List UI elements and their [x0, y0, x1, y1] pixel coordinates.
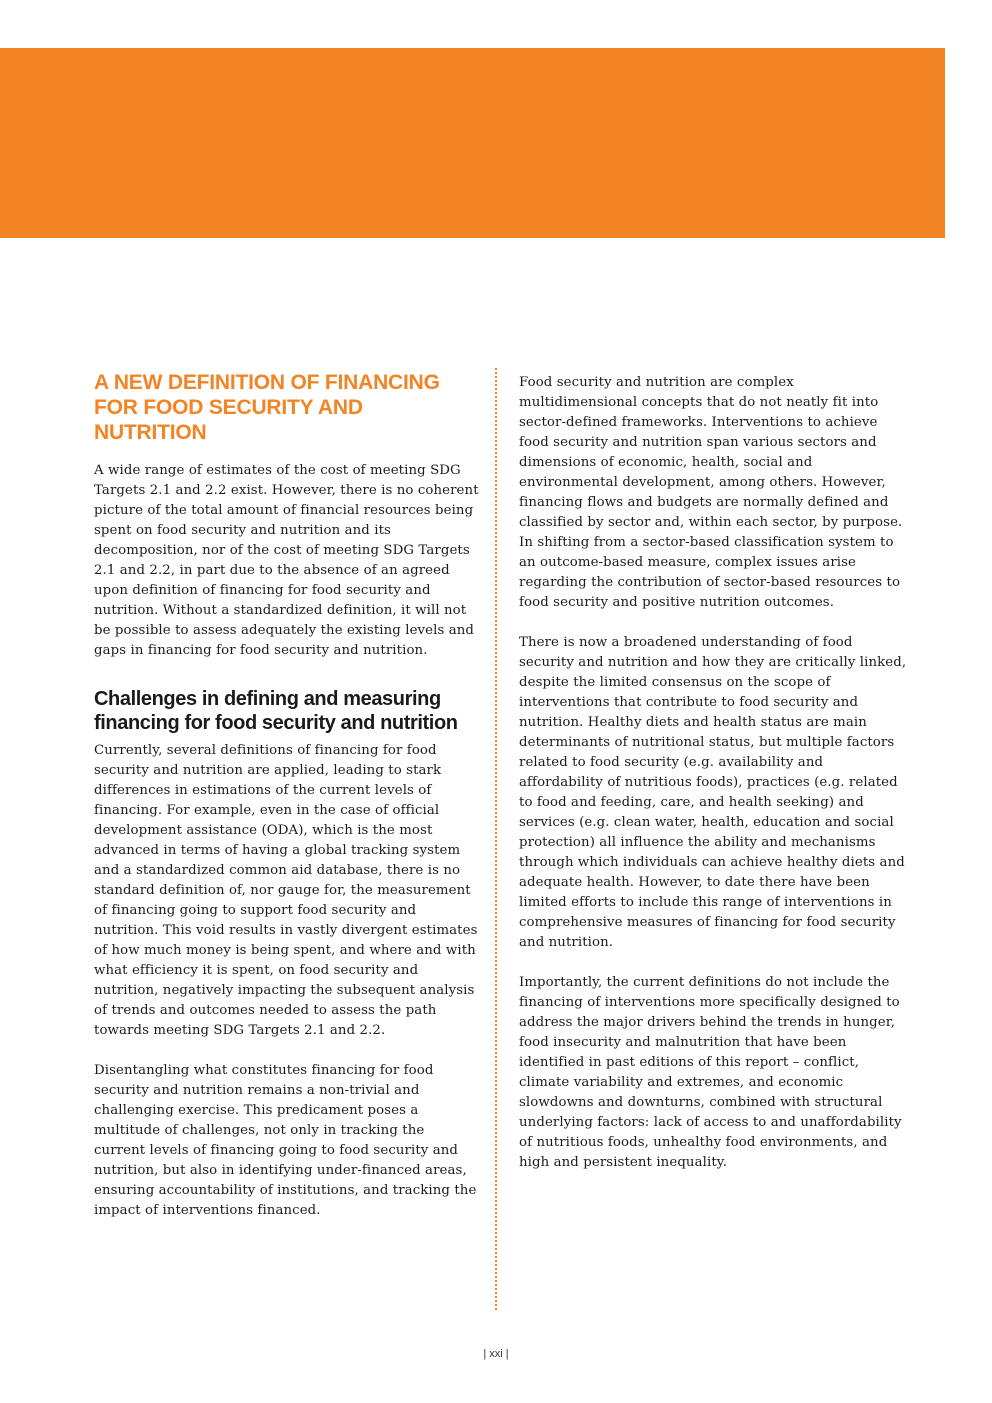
header-banner — [0, 48, 945, 238]
paragraph: Currently, several definitions of financing for food security and nutrition are applied, leading to stark differences in estimations of the current levels of financing. For example, even in the case of official development assistance (ODA), which is the most advanced in terms of having a global tracking system and a standardized common aid database, there is no standard definition of, nor gauge for, the measurement of financing going to support food security and nutrition. This void results in vastly divergent estimates of how much money is being spent, and where and with what efficiency it is spent, on food security and nutrition, negatively impacting the subsequent analysis of trends and outcomes needed to assess the path towards meeting SDG Targets 2.1 and 2.2. — [94, 743, 478, 1038]
paragraph: A wide range of estimates of the cost of meeting SDG Targets 2.1 and 2.2 exist. However, there is no coherent picture of the total amount of financial resources being spent on food security and nutrition and its decomposition, nor of the cost of meeting SDG Targets 2.1 and 2.2, in part due to the absence of an agreed upon definition of financing for food security and nutrition. Without a standardized definition, it will not be possible to assess adequately the existing levels and gaps in financing for food security and nutrition. — [94, 463, 479, 658]
subsection-heading: Challenges in defining and measuring financing for food security and nutrition — [94, 688, 458, 734]
left-column — [94, 370, 479, 1241]
column-divider — [495, 368, 497, 1310]
paragraph: Importantly, the current definitions do not include the financing of interventions more specifically designed to address the major drivers behind the trends in hunger, food insecurity and malnutrition that have been identified in past editions of this report – conflict, climate variability and extremes, and economic slowdowns and downturns, combined with structural underlying factors: lack of access to and unaffordability of nutritious foods, unhealthy food environments, and high and persistent inequality. — [519, 975, 902, 1170]
paragraph: There is now a broadened understanding of food security and nutrition and how they are critically linked, despite the limited consensus on the scope of interventions that contribute to food security and nutrition. Healthy diets and health status are main determinants of nutritional status, but multiple factors related to food security (e.g. availability and affordability of nutritious foods), practices (e.g. related to food and feeding, care, and health seeking) and services (e.g. clean water, health, education and social protection) all influence the ability and mechanisms through which individuals can achieve healthy diets and adequate health. However, to date there have been limited efforts to include this range of interventions in comprehensive measures of financing for food security and nutrition. — [519, 635, 907, 950]
paragraph: Disentangling what constitutes financing for food security and nutrition remains a non-trivial and challenging exercise. This predicament poses a multitude of challenges, not only in tracking the current levels of financing going to food security and nutrition, but also in identifying under-financed areas, ensuring accountability of institutions, and tracking the impact of interventions financed. — [94, 1063, 477, 1218]
right-column — [519, 370, 909, 1193]
paragraph: Food security and nutrition are complex multidimensional concepts that do not neatly fit into sector-defined frameworks. Interventions to achieve food security and nutrition span various sectors and dimensions of economic, health, social and environmental development, among others. However, financing flows and budgets are normally defined and classified by sector and, within each sector, by purpose. In shifting from a sector-based classification system to an outcome-based measure, complex issues arise regarding the contribution of sector-based resources to food security and positive nutrition outcomes. — [519, 375, 903, 610]
section-heading: A NEW DEFINITION OF FINANCING FOR FOOD SECURITY AND NUTRITION — [94, 371, 440, 444]
page-number: | xxi | — [483, 1348, 509, 1360]
